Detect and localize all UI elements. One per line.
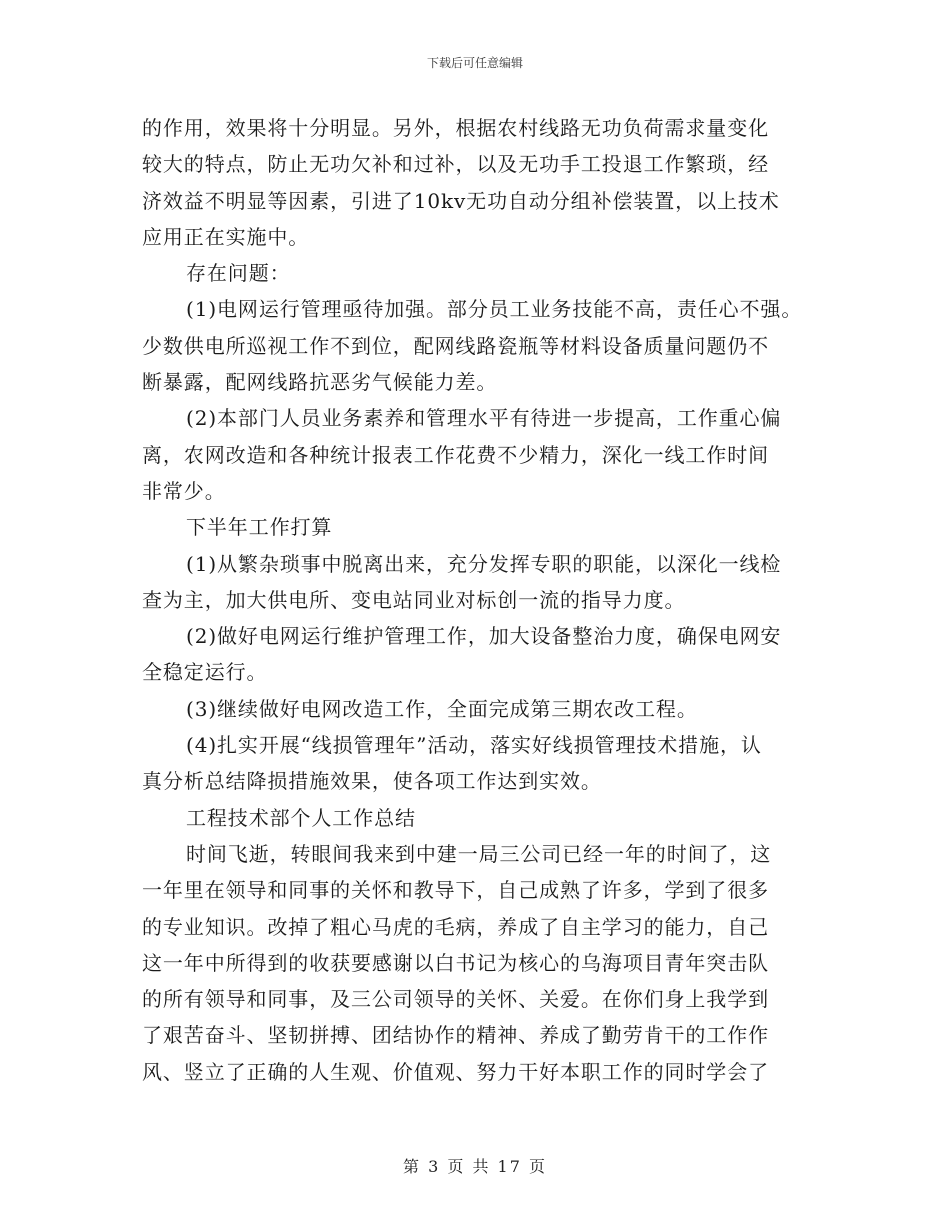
page-number-footer: 第 3 页 共 17 页 — [403, 1157, 547, 1176]
text-line: 非常少。 — [142, 478, 226, 503]
text-line: 一年里在领导和同事的关怀和教导下，自己成熟了许多，学到了很多 — [142, 878, 769, 903]
text-line: 全稳定运行。 — [142, 660, 268, 685]
text-line: (1)从繁杂琐事中脱离出来，充分发挥专职的职能，以深化一线检 — [186, 551, 782, 576]
document-body — [142, 110, 832, 1090]
text-line: 查为主，加大供电所、变电站同业对标创一流的指导力度。 — [142, 587, 686, 612]
text-line: 应用正在实施中。 — [142, 224, 310, 249]
text-line: 的作用，效果将十分明显。另外，根据农村线路无功负荷需求量变化 — [142, 116, 769, 140]
text-line: 真分析总结降损措施效果，使各项工作达到实效。 — [142, 769, 602, 794]
text-line: 离，农网改造和各种统计报表工作花费不少精力，深化一线工作时间 — [142, 442, 769, 467]
text-line: 了艰苦奋斗、坚韧拼搏、团结协作的精神、养成了勤劳肯干的工作作 — [142, 1023, 769, 1048]
text-line: (3)继续做好电网改造工作，全面完成第三期农改工程。 — [186, 696, 698, 721]
text-line: (4)扎实开展“线损管理年”活动，落实好线损管理技术措施，认 — [186, 733, 762, 758]
text-line: 的专业知识。改掉了粗心马虎的毛病，养成了自主学习的能力，自己 — [142, 914, 769, 939]
text-line: 存在问题： — [186, 261, 291, 286]
text-line: (1)电网运行管理亟待加强。部分员工业务技能不高，责任心不强。 — [186, 297, 803, 322]
text-line: 少数供电所巡视工作不到位，配网线路瓷瓶等材料设备质量问题仍不 — [142, 333, 769, 358]
text-line: 济效益不明显等因素，引进了10kv无功自动分组补偿装置，以上技术 — [142, 188, 780, 213]
text-line: (2)本部门人员业务素养和管理水平有待进一步提高，工作重心偏 — [186, 406, 782, 431]
page-header: 下载后可任意编辑 — [426, 56, 523, 70]
text-line: 的所有领导和同事，及三公司领导的关怀、关爱。在你们身上我学到 — [142, 987, 769, 1012]
text-line: 时间飞逝，转眼间我来到中建一局三公司已经一年的时间了，这 — [186, 841, 772, 866]
text-line: 较大的特点，防止无功欠补和过补，以及无功手工投退工作繁琐，经 — [142, 152, 769, 177]
text-line: (2)做好电网运行维护管理工作，加大设备整治力度，确保电网安 — [186, 624, 782, 649]
text-line: 下半年工作打算 — [186, 515, 333, 540]
text-line: 风、竖立了正确的人生观、价值观、努力干好本职工作的同时学会了 — [142, 1059, 769, 1084]
text-line: 断暴露，配网线路抗恶劣气候能力差。 — [142, 370, 498, 395]
text-line: 工程技术部个人工作总结 — [186, 805, 416, 830]
text-line: 这一年中所得到的收获要感谢以白书记为核心的乌海项目青年突击队 — [142, 950, 769, 975]
